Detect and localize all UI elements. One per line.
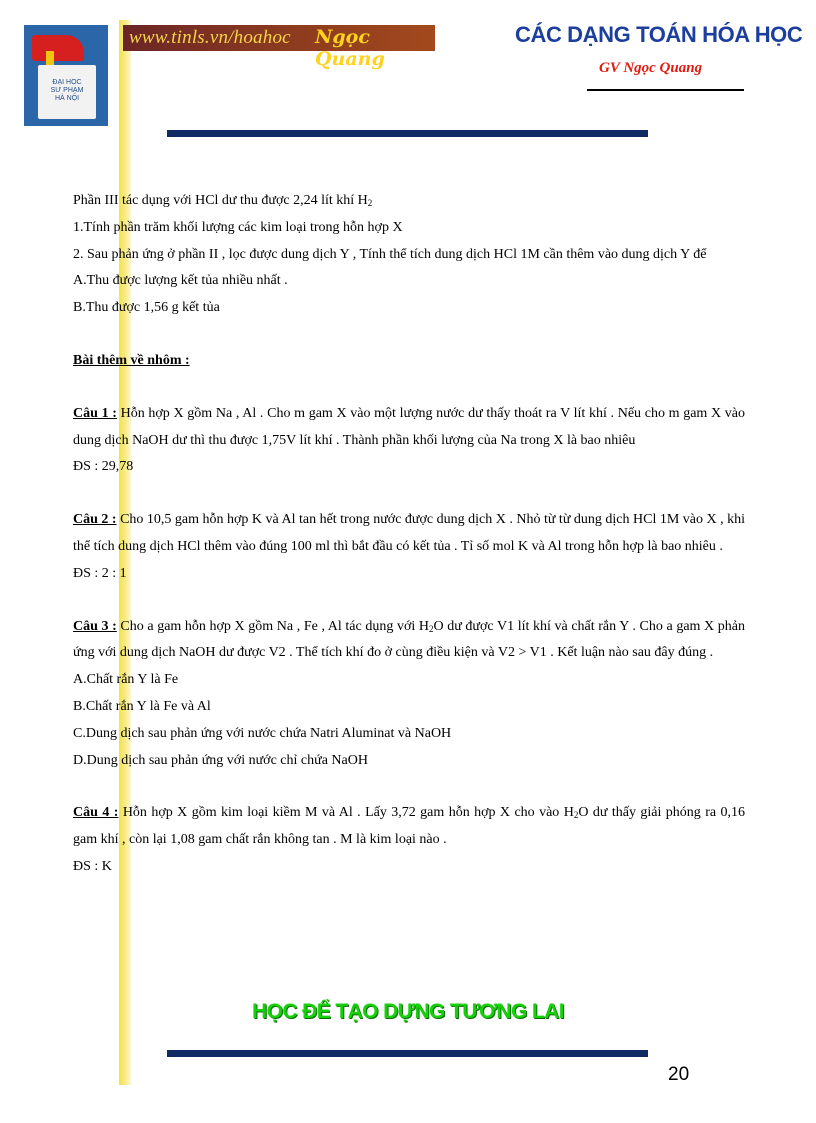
- logo-book-icon: [38, 65, 96, 119]
- logo-flag-icon: [32, 35, 84, 61]
- question-label: Câu 1 :: [73, 405, 117, 421]
- header-underline: [587, 89, 744, 91]
- intro-line: 1.Tính phần trăm khối lượng các kim loại trong hỗn hợp X: [73, 219, 403, 235]
- question-2: Câu 2 : Cho 10,5 gam hỗn hợp K và Al tan hết trong nước được dung dịch X . Nhỏ từ từ dung dịch HCl 1M vào X , khi thể tích dung dịch HCl thêm vào đúng 100 ml thì bắt đầu có kết tủa . Tỉ số mol K và Al trong hỗn hợp là bao nhiêu .: [73, 512, 746, 554]
- question-label: Câu 4 :: [73, 805, 119, 821]
- page-title: CÁC DẠNG TOÁN HÓA HỌC: [515, 22, 803, 47]
- intro-line: Phần III tác dụng với HCl dư thu được 2,24 lít khí $H_2$: [73, 193, 373, 208]
- question-4: Câu 4 : Hỗn hợp X gồm kim loại kiềm M và Al . Lấy 3,72 gam hỗn hợp X cho vào $H_2O$ dư thấy giải phóng ra 0,16 gam khí , còn lại 1,08 gam chất rắn không tan . M là kim loại nào .: [73, 805, 746, 848]
- question-1: Câu 1 : Hỗn hợp X gồm Na , Al . Cho m gam X vào một lượng nước dư thấy thoát ra V lít khí . Nếu cho m gam X vào dung dịch NaOH dư thì thu được 1,75V lít khí . Thành phần khối lượng của Na trong X là bao nhiêu: [73, 405, 745, 448]
- intro-line: 2. Sau phản ứng ở phần II , lọc được dung dịch Y , Tính thể tích dung dịch HCl 1M cần thêm vào dung dịch Y để: [73, 246, 707, 262]
- question-3-option: B.Chất rắn Y là Fe và Al: [73, 698, 211, 714]
- question-1-answer: ĐS : 29,78: [73, 459, 134, 475]
- question-label: Câu 3 :: [73, 618, 117, 634]
- footer-slogan: HỌC ĐỂ TẠO DỰNG TƯƠNG LAI: [252, 1000, 564, 1023]
- logo-text: ĐẠI HỌC SƯ PHẠM HÀ NỘI: [50, 79, 84, 102]
- document-body: [73, 188, 745, 881]
- question-4-answer: ĐS : K: [73, 858, 112, 874]
- question-label: Câu 2 :: [73, 512, 117, 528]
- intro-line: B.Thu được 1,56 g kết tủa: [73, 300, 220, 316]
- question-3-option: D.Dung dịch sau phản ứng với nước chỉ chứa NaOH: [73, 752, 368, 768]
- question-3-option: A.Chất rắn Y là Fe: [73, 672, 179, 688]
- question-3: Câu 3 : Cho a gam hỗn hợp X gồm Na , Fe , Al tác dụng với $H_2O$ dư được V1 lít khí và chất rắn Y . Cho a gam X phản ứng với dung dịch NaOH dư được V2 . Thể tích khí đo ở cùng điều kiện và V2 > V1 . Kết luận nào sau đây đúng .: [73, 618, 745, 661]
- university-logo: [24, 25, 108, 126]
- bottom-divider-bar: [167, 1050, 648, 1057]
- section-title: Bài thêm về nhôm :: [73, 352, 190, 368]
- website-banner: [123, 25, 435, 70]
- top-divider-bar: [167, 130, 648, 137]
- website-signature: Ngọc Quang: [315, 26, 385, 70]
- website-url: www.tinls.vn/hoahoc: [129, 27, 291, 48]
- teacher-name: GV Ngọc Quang: [599, 60, 703, 76]
- question-2-answer: ĐS : 2 : 1: [73, 565, 127, 581]
- question-3-option: C.Dung dịch sau phản ứng với nước chứa Natri Aluminat và NaOH: [73, 725, 452, 741]
- page-number: 20: [668, 1064, 690, 1085]
- intro-line: A.Thu được lượng kết tủa nhiều nhất .: [73, 273, 288, 289]
